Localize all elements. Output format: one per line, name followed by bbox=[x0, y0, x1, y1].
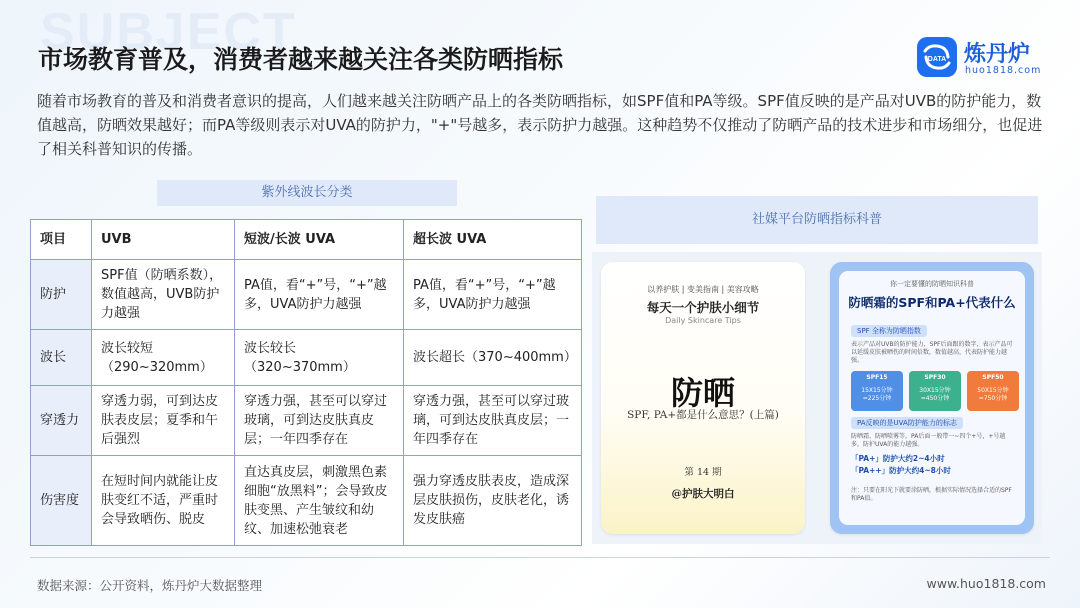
logo-name: 炼丹炉 bbox=[964, 42, 1031, 67]
spf-box bbox=[909, 371, 961, 411]
row-label: 穿透力 bbox=[31, 386, 92, 456]
spf-box-label: SPF50 bbox=[982, 374, 1004, 381]
logo-mark-text: DATA bbox=[927, 56, 947, 63]
card-author: @护肤大明白 bbox=[671, 488, 735, 500]
table-cell: 波长较长（320~370mm） bbox=[235, 330, 404, 386]
spf-box-line: =225分钟 bbox=[862, 395, 892, 402]
spf-boxes bbox=[851, 371, 1013, 411]
card-note: 注：只要在阳光下就要涂防晒，根据实际情况选择合适的SPF和PA值。 bbox=[851, 487, 1012, 502]
table-cell: 穿透力强，甚至可以穿过玻璃，可到达皮肤真皮层；一年四季存在 bbox=[235, 386, 404, 456]
logo-url: huo1818.com bbox=[965, 65, 1042, 76]
card-category: 以养护肤 | 变美指南 | 美容攻略 bbox=[647, 285, 759, 294]
intro-paragraph: 随着市场教育的普及和消费者意识的提高，人们越来越关注防晒产品上的各类防晒指标，如SPF值和PA等级。SPF值反映的是产品对UVB的防护能力，数值越高，防晒效果越好；而PA等级则表示对UVA的防护力，"+"号越多，表示防护力越强。这种趋势不仅推动了防晒产品的技术进步和市场细分，也促进了相关科普知识的传播。 bbox=[37, 92, 1043, 158]
table-cell: 波长较短（290~320mm） bbox=[92, 330, 235, 386]
post-card-skincare-tips[interactable] bbox=[601, 262, 805, 534]
card-question: SPF, PA+都是什么意思？(上篇) bbox=[627, 409, 779, 421]
spf-box-line: 30X15分钟 bbox=[919, 387, 951, 394]
data-source: 数据来源：公开资料，炼丹炉大数据整理 bbox=[37, 578, 263, 593]
table-header-row bbox=[31, 220, 582, 260]
post-card-spf-pa[interactable] bbox=[830, 262, 1034, 534]
spf-box bbox=[967, 371, 1019, 411]
header-item: 项目 bbox=[31, 220, 92, 260]
card-title: 防晒霜的SPF和PA+代表什么 bbox=[848, 295, 1016, 310]
site-url[interactable]: www.huo1818.com bbox=[926, 576, 1046, 591]
header-uva-ultra-long: 超长波 UVA bbox=[404, 220, 582, 260]
spf-box-line: =450分钟 bbox=[920, 395, 950, 402]
page-title: 市场教育普及，消费者越来越关注各类防晒指标 bbox=[38, 45, 564, 74]
card-issue: 第 14 期 bbox=[684, 467, 722, 478]
spf-tag: SPF 全称为防晒指数 bbox=[851, 325, 927, 337]
uv-wavelength-table bbox=[30, 219, 582, 546]
table-cell: 波长超长（370~400mm） bbox=[404, 330, 582, 386]
table-cell: SPF值（防晒系数），数值越高，UVB防护力越强 bbox=[92, 260, 235, 330]
social-panel-title: 社媒平台防晒指标科普 bbox=[596, 196, 1038, 244]
table-row bbox=[31, 330, 582, 386]
row-label: 波长 bbox=[31, 330, 92, 386]
header-uva-short-long: 短波/长波 UVA bbox=[235, 220, 404, 260]
pa-description: 防晒霜、防晒喷雾等，PA后面一般带一~四个+号，+号越多，防护UVA的能力越强。 bbox=[851, 433, 1006, 448]
table-row bbox=[31, 260, 582, 330]
table-cell: 穿透力弱，可到达皮肤表皮层；夏季和午后强烈 bbox=[92, 386, 235, 456]
spf-box-label: SPF30 bbox=[924, 374, 946, 381]
table-cell: PA值，看“+”号，“+”越多，UVA防护力越强 bbox=[235, 260, 404, 330]
spf-description: 表示产品对UVB的防护能力，SPF后面跟的数字，表示产品可以延缓皮肤被晒伤的时间倍数，数值越高，代表防护能力越强。 bbox=[851, 341, 1013, 364]
card-headline: 防晒 bbox=[670, 374, 735, 412]
table-cell: 穿透力强，甚至可以穿过玻璃，可到达皮肤真皮层；一年四季存在 bbox=[404, 386, 582, 456]
spf-box-line: 15X15分钟 bbox=[861, 387, 893, 394]
table-caption: 紫外线波长分类 bbox=[157, 180, 457, 206]
brand-logo[interactable] bbox=[917, 37, 1057, 81]
pa-plus-plus-line: 「PA++」防护大约4~8小时 bbox=[851, 466, 951, 475]
table-row bbox=[31, 456, 582, 546]
card-inner bbox=[839, 271, 1025, 525]
card-header: 你一定要懂的防晒知识科普 bbox=[890, 280, 974, 288]
logo-icon bbox=[917, 37, 957, 77]
table-row bbox=[31, 386, 582, 456]
row-label: 防护 bbox=[31, 260, 92, 330]
footer-divider bbox=[30, 557, 1050, 558]
table-cell: 直达真皮层，刺激黑色素细胞“放黑料”；会导致皮肤变黑、产生皱纹和幼纹、加速松弛衰老 bbox=[235, 456, 404, 546]
background-watermark: SUBJECT bbox=[40, 3, 297, 61]
header-uvb: UVB bbox=[92, 220, 235, 260]
table-cell: PA值，看“+”号，“+”越多，UVA防护力越强 bbox=[404, 260, 582, 330]
spf-box-line: =750分钟 bbox=[978, 395, 1008, 402]
pa-plus-line: 「PA+」防护大约2~4小时 bbox=[851, 454, 945, 463]
spf-box bbox=[851, 371, 903, 411]
spf-box-line: 50X15分钟 bbox=[977, 387, 1009, 394]
spf-box-label: SPF15 bbox=[866, 374, 888, 381]
row-label: 伤害度 bbox=[31, 456, 92, 546]
pa-tag: PA反映的是UVA防护能力的标志 bbox=[851, 417, 963, 429]
card-subtitle: 每天一个护肤小细节 bbox=[646, 300, 760, 315]
table-cell: 在短时间内就能让皮肤变红不适，严重时会导致晒伤、脱皮 bbox=[92, 456, 235, 546]
card-english-subtitle: Daily Skincare Tips bbox=[665, 316, 741, 325]
table-cell: 强力穿透皮肤表皮，造成深层皮肤损伤，皮肤老化，诱发皮肤癌 bbox=[404, 456, 582, 546]
